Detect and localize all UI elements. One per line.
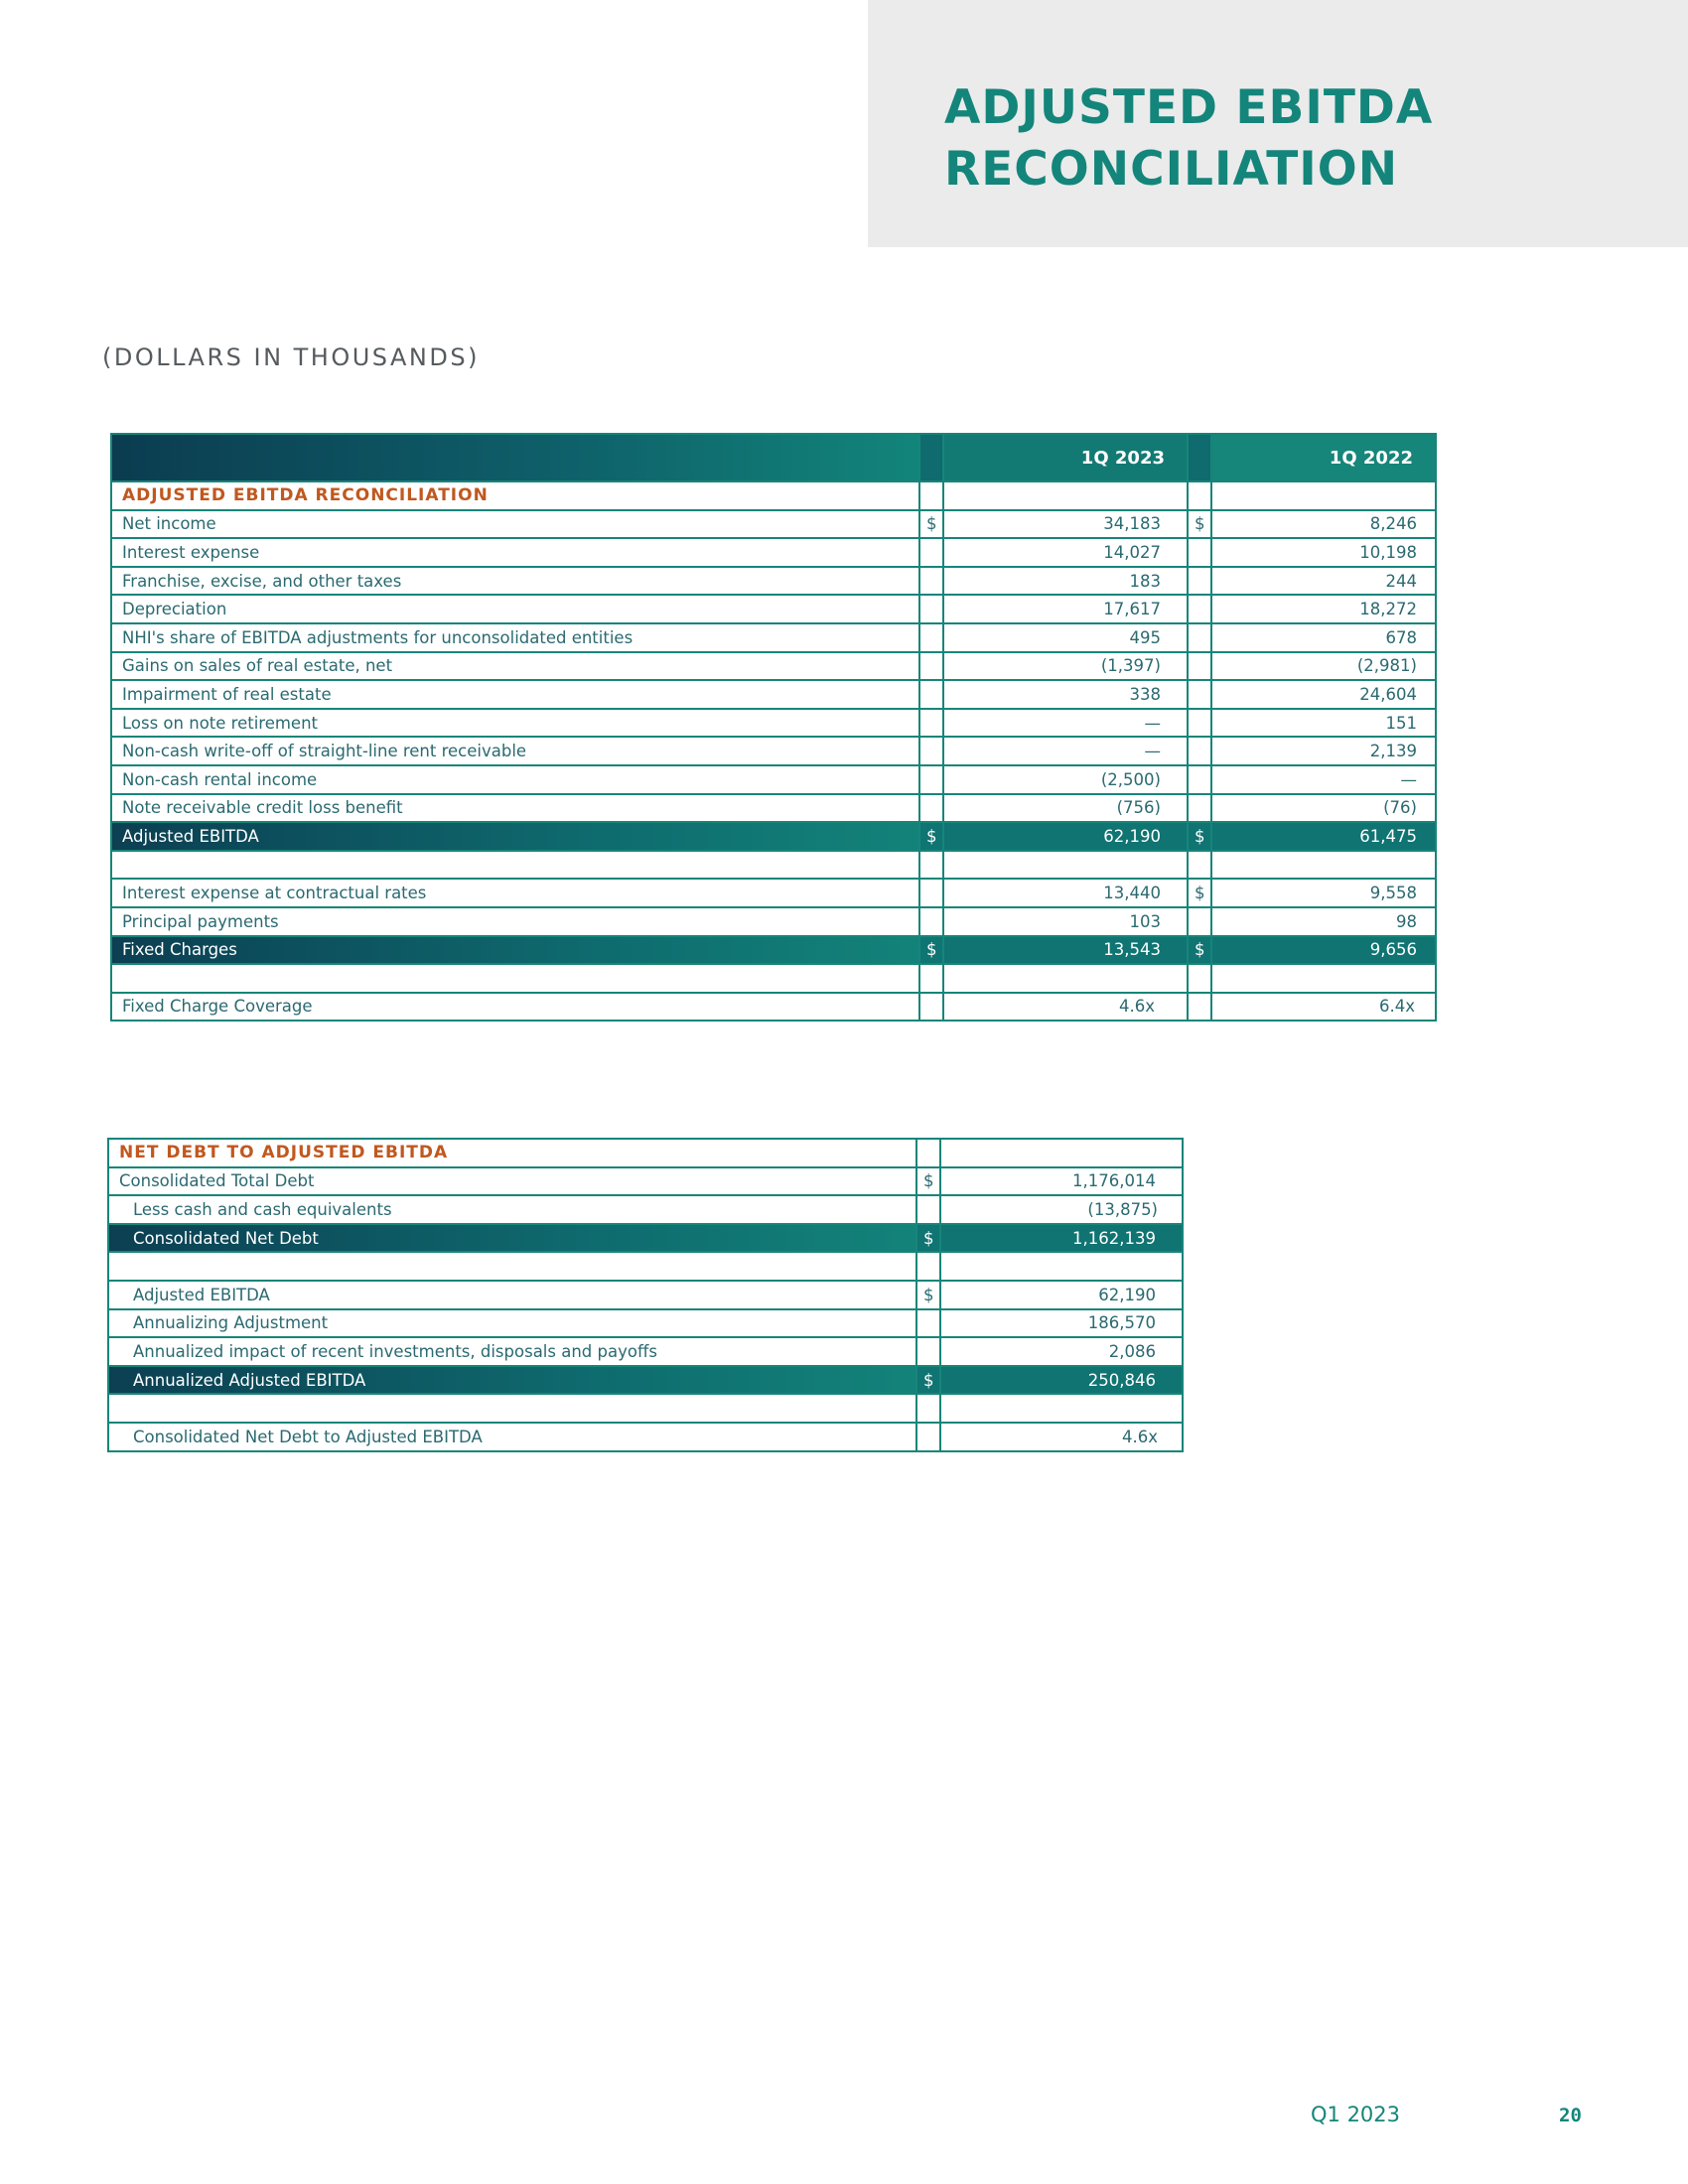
currency-symbol — [916, 1195, 940, 1224]
section-header-row — [108, 1139, 1183, 1167]
currency-symbol: $ — [916, 1224, 940, 1253]
row-label: Depreciation — [111, 595, 919, 623]
currency-symbol — [1188, 680, 1211, 709]
table-row — [108, 1195, 1183, 1224]
value-1q2023: 103 — [943, 907, 1188, 936]
value-1q2023: (1,397) — [943, 652, 1188, 681]
page-title — [944, 77, 1433, 201]
currency-symbol — [919, 538, 943, 567]
currency-symbol — [1188, 907, 1211, 936]
value-1q2022: 151 — [1211, 709, 1436, 738]
row-label: Consolidated Net Debt to Adjusted EBITDA — [108, 1423, 916, 1451]
table-row — [111, 623, 1436, 652]
currency-symbol: $ — [919, 822, 943, 851]
row-label: Net income — [111, 510, 919, 539]
value-1q2023: 495 — [943, 623, 1188, 652]
annualized-ebitda-total-row — [108, 1366, 1183, 1395]
table-row — [111, 567, 1436, 596]
section-header-row — [111, 481, 1436, 510]
table-row — [111, 538, 1436, 567]
row-label: Loss on note retirement — [111, 709, 919, 738]
currency-symbol — [919, 652, 943, 681]
currency-symbol: $ — [916, 1366, 940, 1395]
column-header-1q2022: 1Q 2022 — [1211, 434, 1436, 481]
value-1q2023: 62,190 — [943, 822, 1188, 851]
footer-quarter: Q1 2023 — [1311, 2103, 1401, 2126]
value-1q2023: 17,617 — [943, 595, 1188, 623]
net-debt-table — [107, 1138, 1184, 1452]
table-row — [108, 1167, 1183, 1196]
currency-symbol — [1188, 623, 1211, 652]
value-1q2022: 8,246 — [1211, 510, 1436, 539]
row-value: 1,176,014 — [940, 1167, 1183, 1196]
currency-symbol — [1188, 538, 1211, 567]
currency-symbol — [919, 765, 943, 794]
row-label: Franchise, excise, and other taxes — [111, 567, 919, 596]
row-label: Annualized impact of recent investments, disposals and payoffs — [108, 1337, 916, 1366]
currency-symbol — [1188, 652, 1211, 681]
currency-symbol — [1188, 567, 1211, 596]
fixed-charges-total-row — [111, 936, 1436, 965]
row-value: (13,875) — [940, 1195, 1183, 1224]
row-value: 2,086 — [940, 1337, 1183, 1366]
currency-symbol: $ — [1188, 510, 1211, 539]
value-1q2022: 61,475 — [1211, 822, 1436, 851]
spacer-row — [108, 1252, 1183, 1281]
spacer-row — [111, 964, 1436, 993]
adjusted-ebitda-table — [110, 433, 1437, 1022]
table-row — [111, 680, 1436, 709]
value-1q2022: (2,981) — [1211, 652, 1436, 681]
row-label: Adjusted EBITDA — [111, 822, 919, 851]
spacer-row — [108, 1394, 1183, 1423]
charges-rows — [111, 879, 1436, 935]
currency-symbol — [916, 1337, 940, 1366]
value-1q2022: 2,139 — [1211, 737, 1436, 765]
row-label: Impairment of real estate — [111, 680, 919, 709]
row-label: Note receivable credit loss benefit — [111, 794, 919, 823]
currency-symbol — [919, 595, 943, 623]
row-label: Fixed Charges — [111, 936, 919, 965]
row-label: Annualized Adjusted EBITDA — [108, 1366, 916, 1395]
table-row — [108, 1337, 1183, 1366]
table-row — [111, 765, 1436, 794]
currency-symbol: $ — [1188, 879, 1211, 907]
units-caption: (DOLLARS IN THOUSANDS) — [102, 343, 480, 371]
row-label: Principal payments — [111, 907, 919, 936]
currency-symbol — [1188, 794, 1211, 823]
adjusted-ebitda-total-row — [111, 822, 1436, 851]
currency-symbol — [1188, 595, 1211, 623]
currency-symbol — [1188, 737, 1211, 765]
row-value: 186,570 — [940, 1309, 1183, 1338]
row-label: Non-cash write-off of straight-line rent receivable — [111, 737, 919, 765]
currency-symbol — [1188, 709, 1211, 738]
row-label: Less cash and cash equivalents — [108, 1195, 916, 1224]
value-1q2022: 678 — [1211, 623, 1436, 652]
currency-symbol — [916, 1309, 940, 1338]
table-row — [111, 510, 1436, 539]
value-1q2023: 4.6x — [943, 993, 1188, 1022]
value-1q2022: — — [1211, 765, 1436, 794]
table-row — [111, 907, 1436, 936]
table-row — [108, 1309, 1183, 1338]
currency-symbol: $ — [916, 1167, 940, 1196]
table-row — [111, 794, 1436, 823]
reconciliation-rows — [111, 510, 1436, 823]
net-debt-total-row — [108, 1224, 1183, 1253]
currency-symbol — [919, 907, 943, 936]
ratio-row — [108, 1423, 1183, 1451]
value-1q2023: 183 — [943, 567, 1188, 596]
row-value: 4.6x — [940, 1423, 1183, 1451]
row-label: Annualizing Adjustment — [108, 1309, 916, 1338]
row-label: Consolidated Net Debt — [108, 1224, 916, 1253]
row-label: Interest expense — [111, 538, 919, 567]
value-1q2022: 244 — [1211, 567, 1436, 596]
currency-symbol: $ — [916, 1281, 940, 1309]
spacer-row — [111, 851, 1436, 880]
currency-symbol: $ — [919, 936, 943, 965]
value-1q2023: 13,543 — [943, 936, 1188, 965]
table-row — [111, 595, 1436, 623]
value-1q2023: 14,027 — [943, 538, 1188, 567]
row-value: 62,190 — [940, 1281, 1183, 1309]
page-title-line1: ADJUSTED EBITDA — [944, 80, 1434, 135]
currency-symbol — [919, 680, 943, 709]
currency-symbol — [919, 879, 943, 907]
table-row — [111, 879, 1436, 907]
row-label: Gains on sales of real estate, net — [111, 652, 919, 681]
currency-symbol — [919, 709, 943, 738]
row-label: NHI's share of EBITDA adjustments for unconsolidated entities — [111, 623, 919, 652]
table-row — [111, 652, 1436, 681]
value-1q2023: 34,183 — [943, 510, 1188, 539]
section-title: NET DEBT TO ADJUSTED EBITDA — [108, 1139, 916, 1167]
value-1q2022: 98 — [1211, 907, 1436, 936]
currency-symbol: $ — [919, 510, 943, 539]
row-value: 1,162,139 — [940, 1224, 1183, 1253]
currency-symbol: $ — [1188, 822, 1211, 851]
row-label: Interest expense at contractual rates — [111, 879, 919, 907]
currency-symbol — [919, 794, 943, 823]
section-title: ADJUSTED EBITDA RECONCILIATION — [111, 481, 919, 510]
page-title-line2: RECONCILIATION — [944, 142, 1399, 197]
currency-symbol — [919, 567, 943, 596]
row-label: Fixed Charge Coverage — [111, 993, 919, 1022]
currency-symbol: $ — [1188, 936, 1211, 965]
currency-symbol — [919, 737, 943, 765]
value-1q2022: 6.4x — [1211, 993, 1436, 1022]
value-1q2023: (2,500) — [943, 765, 1188, 794]
table-row — [111, 737, 1436, 765]
value-1q2022: 9,558 — [1211, 879, 1436, 907]
title-banner — [868, 0, 1688, 247]
row-label: Adjusted EBITDA — [108, 1281, 916, 1309]
row-label: Consolidated Total Debt — [108, 1167, 916, 1196]
value-1q2023: 13,440 — [943, 879, 1188, 907]
column-header-1q2023: 1Q 2023 — [943, 434, 1188, 481]
row-label: Non-cash rental income — [111, 765, 919, 794]
value-1q2022: 10,198 — [1211, 538, 1436, 567]
value-1q2022: (76) — [1211, 794, 1436, 823]
currency-symbol — [1188, 765, 1211, 794]
table-header-row — [111, 434, 1436, 481]
value-1q2023: — — [943, 709, 1188, 738]
value-1q2023: — — [943, 737, 1188, 765]
currency-symbol — [919, 623, 943, 652]
page-number: 20 — [1559, 2105, 1582, 2126]
value-1q2023: 338 — [943, 680, 1188, 709]
value-1q2023: (756) — [943, 794, 1188, 823]
value-1q2022: 24,604 — [1211, 680, 1436, 709]
value-1q2022: 9,656 — [1211, 936, 1436, 965]
coverage-row — [111, 993, 1436, 1022]
table-row — [111, 709, 1436, 738]
row-value: 250,846 — [940, 1366, 1183, 1395]
value-1q2022: 18,272 — [1211, 595, 1436, 623]
table-row — [108, 1281, 1183, 1309]
